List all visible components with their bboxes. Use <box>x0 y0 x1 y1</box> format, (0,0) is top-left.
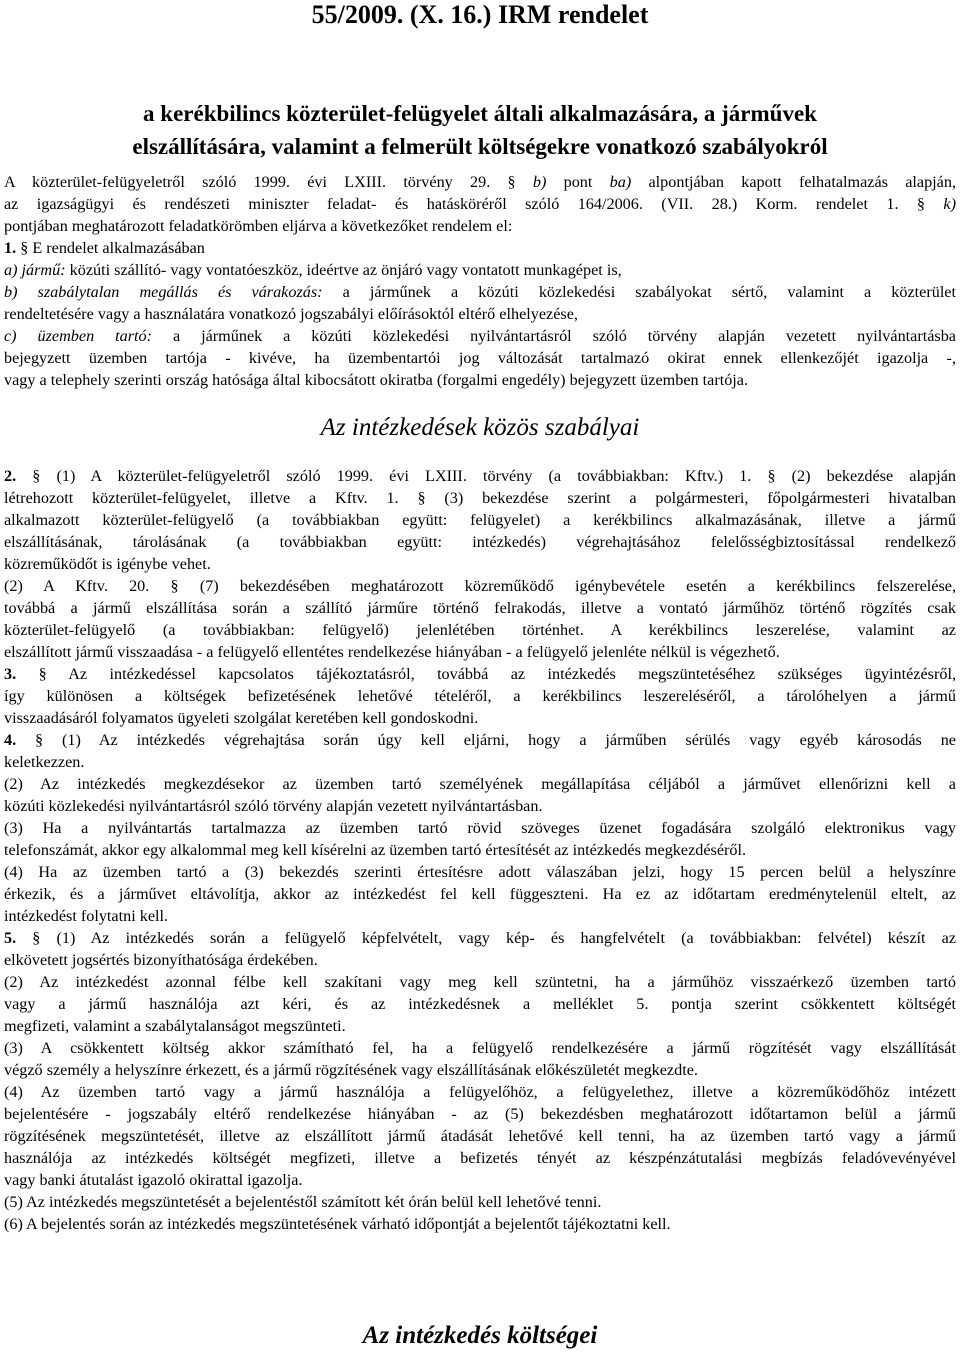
section-5-par-4-line-4: használója az intézkedés költségét megfizeti, illetve a befizetés tényét az készpénzátutalási megbízás feladóvevényével <box>4 1149 956 1167</box>
section-5-line-1: 5. § (1) Az intézkedés során a felügyelő képfelvételt, vagy kép- és hangfelvételt (a továbbiakban: felvétel) készít az <box>4 929 956 947</box>
section-2-par-2-line-4: elszállított jármű visszaadása - a felügyelő ellentétes rendelkezése hiányában - a felügyelő jelenléte nélkül is végezhető. <box>4 643 780 661</box>
section-5-par-3-line-1: (3) A csökkentett költség akkor számítható fel, ha a felügyelő rendelkezésére a jármű rögzítését vagy elszállítását <box>4 1039 956 1057</box>
section-2-par-2-line-3: közterület-felügyelő (a továbbiakban: felügyelő) jelenlétében történhet. A kerékbilincs leszerelése, valamint az <box>4 621 956 639</box>
preamble-line-3: pontjában meghatározott feladatkörömben eljárva a következőket rendelem el: <box>4 217 513 235</box>
section-3-line-1: 3. § Az intézkedéssel kapcsolatos tájékoztatásról, továbbá az intézkedés megszüntetéséhez szükséges ügyintézésről, <box>4 665 956 683</box>
decree-title: 55/2009. (X. 16.) IRM rendelet <box>311 0 649 29</box>
section-4-par-4-line-2: érkezik, és a járművet eltávolítja, akkor az intézkedést fel kell függeszteni. Ha ez az időtartam eredménytelenül eltelt, az <box>4 885 956 903</box>
section-4-par-2-line-1: (2) Az intézkedés megkezdésekor az üzemben tartó személyének megállapítása céljából a járművet ellenőrizni kell a <box>4 775 956 793</box>
section-2-line-3: alkalmazott közterület-felügyelő (a továbbiakban együtt: felügyelet) a kerékbilincs alkalmazásának, illetve a jármű <box>4 511 956 529</box>
preamble-line-1: A közterület-felügyeletről szóló 1999. évi LXIII. törvény 29. § b) pont ba) alpontjában kapott felhatalmazás alapján, <box>4 173 956 191</box>
definition-c-cont-1: bejegyzett üzemben tartója - kivéve, ha üzembentartói jog változását tartalmazó okirat ennek ellenkezőjét igazolja -, <box>4 349 956 367</box>
section-4-par-4-line-3: intézkedést folytatni kell. <box>4 907 169 925</box>
section-heading-common-rules: Az intézkedések közös szabályai <box>320 414 640 441</box>
section-5-par-4-line-1: (4) Az üzemben tartó vagy a jármű használója a felügyelőhöz, a felügyelethez, illetve a közreműködőhöz intézett <box>4 1083 956 1101</box>
decree-subtitle-line-2: elszállítására, valamint a felmerült költségekre vonatkozó szabályokról <box>132 134 828 159</box>
section-5-line-2: elkövetett jogsértés bizonyíthatósága érdekében. <box>4 951 318 969</box>
section-4-line-2: keletkezzen. <box>4 753 85 771</box>
definition-a: a) jármű: közúti szállító- vagy vontatóeszköz, ideértve az önjáró vagy vontatott munkagépet is, <box>4 261 622 279</box>
section-1-intro: 1. § E rendelet alkalmazásában <box>4 239 205 257</box>
section-2-line-5: közreműködőt is igénybe vehet. <box>4 555 211 573</box>
section-4-line-1: 4. § (1) Az intézkedés végrehajtása során úgy kell eljárni, hogy a járműben sérülés vagy egyéb károsodás ne <box>4 731 956 749</box>
section-2-line-4: elszállításának, tárolásának (a továbbiakban együtt: intézkedés) végrehajtásához felelősségbiztosítással rendelkező <box>4 533 956 551</box>
section-3-line-3: visszaadásáról folyamatos ügyeleti szolgálat keretében kell gondoskodni. <box>4 709 479 727</box>
section-5-par-2-line-3: megfizeti, valamint a szabálytalanságot megszünteti. <box>4 1017 346 1035</box>
section-2-line-1: 2. § (1) A közterület-felügyeletről szóló 1999. évi LXIII. törvény (a továbbiakban: Kftv.) 1. § (2) bekezdése alapján <box>4 467 956 485</box>
section-3-line-2: így különösen a költségek befizetésének lehetővé tételéről, a kerékbilincs leszereléséről, a tárolóhelyen a jármű <box>4 687 956 705</box>
section-5-par-2-line-2: vagy a jármű használója azt kéri, és az intézkedésnek a melléklet 5. pontja szerint csökkentett költségét <box>4 995 956 1013</box>
section-2-line-2: létrehozott közterület-felügyelet, illetve a Kftv. 1. § (3) bekezdése szerint a polgármesteri, főpolgármesteri hivatalban <box>4 489 956 507</box>
definition-b: b) szabálytalan megállás és várakozás: a járműnek a közúti közlekedési szabályokat sértő, valamint a közterület <box>4 283 956 301</box>
definition-c-cont-2: vagy a telephely szerinti ország hatósága által kibocsátott okiratba (forgalmi engedély) bejegyzett üzemben tartója. <box>4 371 749 389</box>
section-5-par-4-line-5: vagy banki átutalást igazoló okirattal igazolja. <box>4 1171 303 1189</box>
section-2-par-2-line-2: továbbá a jármű elszállítása során a szállító járműre történő felrakodás, illetve a vontató járműhöz történő rögzítés csak <box>4 599 956 617</box>
preamble-line-2: az igazságügyi és rendészeti miniszter feladat- és hatásköréről szóló 164/2006. (VII. 28.) Korm. rendelet 1. § k) <box>4 195 956 213</box>
section-5-par-5: (5) Az intézkedés megszüntetését a bejelentéstől számított két órán belül kell lehetővé tenni. <box>4 1193 602 1211</box>
section-5-par-4-line-3: rögzítésének megszüntetését, illetve az elszállított jármű átadását lehetővé kell tenni, ha az üzemben tartó vagy a jármű <box>4 1127 956 1145</box>
section-5-par-3-line-2: végző személy a helyszínre érkezett, és a jármű rögzítésének vagy elszállításának előkészületét megkezdte. <box>4 1061 698 1079</box>
section-4-par-3-line-2: telefonszámát, akkor egy alkalommal meg kell kísérelni az üzemben tartó értesítését az intézkedés megkezdéséről. <box>4 841 747 859</box>
section-4-par-4-line-1: (4) Ha az üzemben tartó a (3) bekezdés szerinti értesítésre adott válaszában jelzi, hogy 15 percen belül a helyszínre <box>4 863 956 881</box>
section-5-par-2-line-1: (2) Az intézkedést azonnal félbe kell szakítani vagy meg kell szüntetni, ha a járműhöz visszaérkező üzemben tartó <box>4 973 956 991</box>
section-heading-costs: Az intézkedés költségei <box>362 1322 598 1349</box>
section-5-par-6: (6) A bejelentés során az intézkedés megszüntetésének várható időpontját a bejelentőt tájékoztatni kell. <box>4 1215 671 1233</box>
section-5-par-4-line-2: bejelentésére - jogszabály eltérő rendelkezése hiányában - az (5) bekezdésben meghatározott időtartamon belül a jármű <box>4 1105 956 1123</box>
section-4-par-3-line-1: (3) Ha a nyilvántartás tartalmazza az üzemben tartó rövid szöveges üzenet fogadására szolgáló elektronikus vagy <box>4 819 956 837</box>
definition-c: c) üzemben tartó: a járműnek a közúti közlekedési nyilvántartásról szóló törvény alapján vezetett nyilvántartásba <box>4 327 956 345</box>
definition-b-cont: rendeltetésére vagy a használatára vonatkozó jogszabályi előírásoktól eltérő elhelyezése, <box>4 305 578 323</box>
section-4-par-2-line-2: közúti közlekedési nyilvántartásról szóló törvény alapján vezetett nyilvántartásban. <box>4 797 543 815</box>
decree-subtitle-line-1: a kerékbilincs közterület-felügyelet általi alkalmazására, a járművek <box>143 101 817 126</box>
section-2-par-2-line-1: (2) A Kftv. 20. § (7) bekezdésében meghatározott közreműködő igénybevétele esetén a kerékbilincs felszerelése, <box>4 577 956 595</box>
